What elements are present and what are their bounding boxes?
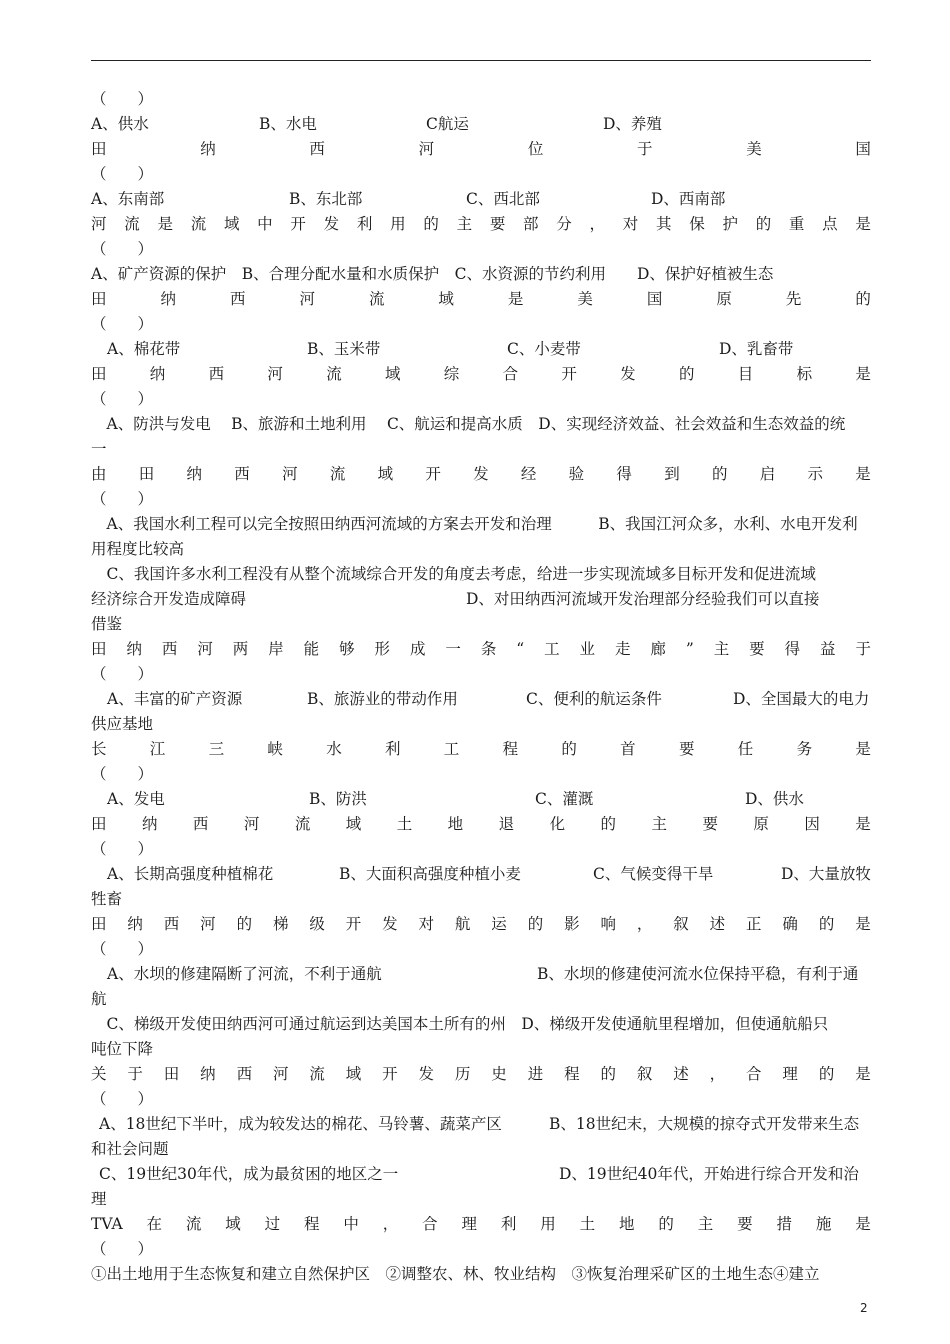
justified-char: 河 — [200, 915, 216, 933]
justified-char: 田 — [91, 140, 107, 158]
justified-char: 关 — [91, 1065, 107, 1083]
text-line: （ ） — [91, 1090, 154, 1108]
justified-char: 业 — [579, 640, 596, 658]
justified-char: 施 — [815, 1215, 832, 1233]
justified-char: 主 — [697, 1215, 714, 1233]
justified-char: 护 — [722, 215, 738, 233]
justified-char: 原 — [753, 815, 769, 833]
justified-char: 叙 — [636, 1065, 653, 1083]
justified-char: 田 — [91, 290, 107, 308]
option-text: A、东南部 — [91, 190, 165, 208]
text-line — [91, 688, 871, 710]
justified-char: 西 — [236, 1065, 253, 1083]
justified-char: 水 — [326, 740, 342, 758]
justified-char: 发 — [620, 365, 636, 383]
justified-char: ， — [382, 1215, 399, 1233]
justified-char: 于 — [855, 640, 871, 658]
justified-char: 两 — [232, 640, 249, 658]
justified-char: 对 — [418, 915, 435, 933]
justified-char: 运 — [491, 915, 507, 933]
justified-char: 主 — [651, 815, 667, 833]
justified-char: 是 — [157, 215, 173, 233]
justified-char: 纳 — [126, 640, 142, 658]
justified-char: ， — [636, 915, 653, 933]
justified-char: 纳 — [127, 915, 143, 933]
justified-char: 西 — [208, 365, 225, 383]
justified-char: 级 — [309, 915, 325, 933]
justified-char: 标 — [796, 365, 813, 383]
justified-char: 西 — [192, 815, 209, 833]
justified-char: 进 — [527, 1065, 544, 1083]
option-text: C、19世纪30年代，成为最贫困的地区之一 — [99, 1165, 399, 1183]
text-line: 吨位下降 — [91, 1040, 154, 1058]
text-line — [91, 588, 871, 610]
justified-char: 域 — [377, 465, 394, 483]
justified-char: 形 — [374, 640, 391, 658]
option-text: B、防洪 — [309, 790, 367, 808]
option-text: D、乳畜带 — [719, 340, 794, 358]
justified-char: 响 — [600, 915, 616, 933]
option-text: A、长期高强度种植棉花 — [107, 865, 274, 883]
justified-char: 梯 — [272, 915, 289, 933]
justified-char: 的 — [600, 1065, 616, 1083]
justified-char: 河 — [197, 640, 213, 658]
option-text: C航运 — [426, 115, 469, 133]
text-line — [91, 363, 871, 385]
text-line — [91, 1113, 871, 1135]
option-text: C、便利的航运条件 — [526, 690, 662, 708]
text-line: C、梯级开发使田纳西河可通过航运到达美国本土所有的州 D、梯级开发使通航里程增加，但使通航船只 — [91, 1015, 829, 1033]
justified-char: 任 — [737, 740, 754, 758]
option-text: 经济综合开发造成障碍 — [91, 590, 247, 608]
justified-char: 田 — [91, 915, 107, 933]
justified-char: 的 — [711, 465, 728, 483]
justified-char: 流 — [309, 1065, 325, 1083]
justified-char: 是 — [855, 740, 871, 758]
justified-char: 程 — [304, 1215, 320, 1233]
justified-char: 化 — [549, 815, 566, 833]
justified-char: 开 — [561, 365, 577, 383]
justified-char: 用 — [390, 215, 406, 233]
text-line: （ ） — [91, 315, 154, 333]
option-text: D、全国最大的电力 — [733, 690, 870, 708]
justified-char: 其 — [655, 215, 672, 233]
text-line: A、防洪与发电 B、旅游和土地利用 C、航运和提高水质 D、实现经济效益、社会效益和生态效益的统 — [91, 415, 846, 433]
justified-char: 走 — [614, 640, 631, 658]
justified-char: 合 — [502, 365, 519, 383]
justified-char: 地 — [619, 1215, 635, 1233]
justified-char: 西 — [163, 915, 180, 933]
justified-char: 的 — [818, 915, 835, 933]
justified-char: 的 — [236, 915, 253, 933]
justified-char: 是 — [855, 1215, 871, 1233]
justified-char: 发 — [323, 215, 340, 233]
justified-char: 田 — [91, 365, 107, 383]
option-text: A、水坝的修建隔断了河流，不利于通航 — [107, 965, 382, 983]
text-line: （ ） — [91, 765, 154, 783]
text-line — [91, 1063, 871, 1085]
justified-char: 流 — [326, 365, 342, 383]
option-text: C、气候变得干旱 — [593, 865, 714, 883]
text-line: 一 — [91, 440, 107, 458]
justified-char: 影 — [564, 915, 580, 933]
justified-char: ” — [685, 640, 694, 658]
justified-char: 中 — [343, 1215, 359, 1233]
justified-char: 美 — [746, 140, 762, 158]
justified-char: 得 — [784, 640, 801, 658]
justified-char: 河 — [243, 815, 260, 833]
justified-char: 要 — [749, 640, 765, 658]
justified-char: 河 — [267, 365, 283, 383]
justified-char: 纳 — [200, 140, 216, 158]
justified-char: 三 — [208, 740, 225, 758]
justified-char: 地 — [447, 815, 464, 833]
justified-char: 河 — [418, 140, 435, 158]
justified-char: 部 — [523, 215, 539, 233]
justified-char: 程 — [502, 740, 519, 758]
justified-char: 成 — [409, 640, 426, 658]
justified-char: 一 — [445, 640, 461, 658]
justified-char: 先 — [785, 290, 802, 308]
justified-char: 得 — [616, 465, 632, 483]
justified-char: 重 — [788, 215, 805, 233]
option-text: B、大面积高强度种植小麦 — [339, 865, 521, 883]
text-line: 借鉴 — [91, 615, 123, 633]
justified-char: 发 — [382, 915, 398, 933]
justified-char: 发 — [473, 465, 489, 483]
justified-char: 工 — [443, 740, 460, 758]
text-line: 理 — [91, 1190, 107, 1208]
text-line — [91, 788, 871, 810]
justified-char: 首 — [620, 740, 636, 758]
justified-char: 利 — [500, 1215, 517, 1233]
justified-char: 长 — [91, 740, 107, 758]
justified-char: 工 — [544, 640, 560, 658]
text-line — [91, 338, 871, 360]
justified-char: 是 — [855, 1065, 871, 1083]
justified-char: ， — [709, 1065, 726, 1083]
justified-char: 流 — [190, 215, 207, 233]
justified-char: 验 — [568, 465, 585, 483]
text-line: （ ） — [91, 240, 154, 258]
justified-char: 综 — [443, 365, 460, 383]
justified-char: 田 — [163, 1065, 180, 1083]
justified-char: 利 — [356, 215, 373, 233]
justified-char: 确 — [782, 915, 798, 933]
justified-char: 的 — [600, 815, 617, 833]
option-text: A、供水 — [91, 115, 149, 133]
justified-char: 的 — [423, 215, 439, 233]
text-line — [91, 138, 871, 160]
justified-char: 河 — [299, 290, 315, 308]
justified-char: 田 — [91, 640, 107, 658]
justified-char: TVA — [91, 1215, 123, 1233]
justified-char: 分 — [556, 215, 572, 233]
justified-char: 务 — [796, 740, 813, 758]
justified-char: 启 — [759, 465, 776, 483]
justified-char: 流 — [124, 215, 140, 233]
justified-char: 国 — [646, 290, 663, 308]
justified-char: 要 — [702, 815, 718, 833]
text-line — [91, 963, 871, 985]
text-line: 牲畜 — [91, 890, 123, 908]
text-line — [91, 113, 871, 135]
justified-char: 过 — [264, 1215, 281, 1233]
justified-char: 因 — [804, 815, 820, 833]
justified-char: 流 — [368, 290, 385, 308]
justified-char: 航 — [454, 915, 471, 933]
text-line: A、矿产资源的保护 B、合理分配水量和水质保护 C、水资源的节约利用 D、保护好植被生态 — [91, 265, 774, 283]
option-text: B、东北部 — [289, 190, 363, 208]
justified-char: 对 — [622, 215, 639, 233]
option-text: B、玉米带 — [307, 340, 381, 358]
justified-char: 位 — [527, 140, 544, 158]
justified-char: 保 — [689, 215, 705, 233]
justified-char: 廊 — [650, 640, 666, 658]
justified-char: 是 — [855, 815, 871, 833]
justified-char: 土 — [579, 1215, 596, 1233]
text-line: 和社会问题 — [91, 1140, 169, 1158]
justified-char: 于 — [127, 1065, 143, 1083]
justified-char: 要 — [737, 1215, 753, 1233]
text-line: （ ） — [91, 1240, 154, 1258]
justified-char: 河 — [272, 1065, 289, 1083]
justified-char: 能 — [303, 640, 320, 658]
text-line: （ ） — [91, 165, 154, 183]
justified-char: 域 — [223, 215, 240, 233]
justified-char: 域 — [345, 815, 362, 833]
text-line: （ ） — [91, 940, 154, 958]
text-line: A、我国水利工程可以完全按照田纳西河流域的方案去开发和治理 B、我国江河众多，水利、水电开发利 — [91, 515, 858, 533]
justified-char: 土 — [396, 815, 413, 833]
justified-char: 域 — [438, 290, 454, 308]
justified-char: 的 — [818, 1065, 835, 1083]
justified-char: 纳 — [186, 465, 203, 483]
option-text: A、18世纪下半叶，成为较发达的棉花、马铃薯、蔬菜产区 — [99, 1115, 502, 1133]
justified-char: 用 — [540, 1215, 556, 1233]
option-text: B、水坝的修建使河流水位保持平稳，有利于通 — [537, 965, 859, 983]
option-text: D、养殖 — [603, 115, 662, 133]
option-text: D、西南部 — [651, 190, 726, 208]
justified-char: 田 — [138, 465, 155, 483]
justified-char: 程 — [564, 1065, 580, 1083]
justified-char: 述 — [673, 1065, 689, 1083]
justified-char: 史 — [491, 1065, 507, 1083]
justified-char: 发 — [418, 1065, 435, 1083]
header-rule — [91, 60, 871, 61]
justified-char: 退 — [498, 815, 515, 833]
justified-char: 的 — [755, 215, 772, 233]
justified-char: 示 — [807, 465, 823, 483]
text-line: （ ） — [91, 840, 154, 858]
justified-char: 纳 — [200, 1065, 216, 1083]
justified-char: 开 — [290, 215, 306, 233]
justified-char: 主 — [713, 640, 730, 658]
option-text: C、西北部 — [466, 190, 540, 208]
justified-char: 在 — [146, 1215, 163, 1233]
justified-char: 岸 — [268, 640, 284, 658]
justified-char: 流 — [329, 465, 346, 483]
option-text: D、供水 — [745, 790, 804, 808]
justified-char: 江 — [149, 740, 166, 758]
justified-char: 域 — [345, 1065, 362, 1083]
justified-char: 于 — [637, 140, 653, 158]
justified-char: 开 — [382, 1065, 398, 1083]
justified-char: 开 — [345, 915, 362, 933]
justified-char: 峡 — [267, 740, 283, 758]
justified-char: 理 — [461, 1215, 478, 1233]
justified-char: 要 — [678, 740, 695, 758]
option-text: A、棉花带 — [107, 340, 181, 358]
option-text: B、水电 — [259, 115, 317, 133]
justified-char: 历 — [454, 1065, 471, 1083]
text-line: （ ） — [91, 90, 154, 108]
option-text: D、对田纳西河流域开发治理部分经验我们可以直接 — [466, 590, 820, 608]
justified-char: 的 — [527, 915, 544, 933]
justified-char: 西 — [229, 290, 246, 308]
justified-char: 西 — [161, 640, 178, 658]
text-line — [91, 738, 871, 760]
justified-char: 域 — [225, 1215, 241, 1233]
option-text: B、旅游业的带动作用 — [307, 690, 458, 708]
text-line — [91, 813, 871, 835]
option-text: C、灌溉 — [535, 790, 594, 808]
justified-char: 是 — [507, 290, 524, 308]
justified-char: 河 — [282, 465, 298, 483]
justified-char: 主 — [456, 215, 473, 233]
justified-char: 原 — [716, 290, 732, 308]
justified-char: 够 — [339, 640, 355, 658]
text-line: 航 — [91, 990, 107, 1008]
justified-char: 西 — [234, 465, 250, 483]
justified-char: 要 — [489, 215, 506, 233]
justified-char: 纳 — [160, 290, 176, 308]
justified-char: 中 — [257, 215, 273, 233]
justified-char: 理 — [782, 1065, 798, 1083]
text-line — [91, 213, 871, 235]
text-line: （ ） — [91, 665, 154, 683]
justified-char: 是 — [855, 465, 871, 483]
option-text: D、19世纪40年代，开始进行综合开发和治 — [559, 1165, 859, 1183]
justified-char: 条 — [480, 640, 497, 658]
justified-char: 田 — [91, 815, 107, 833]
justified-char: 合 — [746, 1065, 762, 1083]
justified-char: 叙 — [673, 915, 689, 933]
justified-char: 合 — [422, 1215, 438, 1233]
justified-char: 纳 — [149, 365, 166, 383]
text-line: （ ） — [91, 490, 154, 508]
justified-char: 正 — [746, 915, 762, 933]
text-line: 供应基地 — [91, 715, 154, 733]
text-line — [91, 188, 871, 210]
justified-char: 域 — [384, 365, 401, 383]
text-line — [91, 863, 871, 885]
text-line — [91, 463, 871, 485]
justified-char: 是 — [855, 365, 871, 383]
text-line — [91, 913, 871, 935]
justified-char: “ — [516, 640, 525, 658]
option-text: A、丰富的矿产资源 — [107, 690, 243, 708]
justified-char: 是 — [855, 215, 871, 233]
option-text: A、发电 — [107, 790, 165, 808]
text-line: C、我国许多水利工程没有从整个流域综合开发的角度去考虑，给进一步实现流域多目标开发和促进流域 — [91, 565, 816, 583]
justified-char: 河 — [91, 215, 107, 233]
justified-char: 目 — [737, 365, 754, 383]
justified-char: 开 — [425, 465, 441, 483]
justified-char: 措 — [776, 1215, 793, 1233]
text-line: （ ） — [91, 390, 154, 408]
text-line: ①出土地用于生态恢复和建立自然保护区 ②调整农、林、牧业结构 ③恢复治理采矿区的土地生态④建立 — [91, 1265, 820, 1283]
text-line — [91, 1213, 871, 1235]
justified-char: 的 — [561, 740, 577, 758]
justified-char: 述 — [709, 915, 726, 933]
justified-char: 的 — [678, 365, 695, 383]
justified-char: 点 — [822, 215, 838, 233]
text-line — [91, 1163, 871, 1185]
justified-char: ， — [589, 215, 606, 233]
option-text: B、18世纪末，大规模的掠夺式开发带来生态 — [549, 1115, 860, 1133]
justified-char: 流 — [294, 815, 311, 833]
justified-char: 国 — [855, 140, 871, 158]
text-line — [91, 638, 871, 660]
justified-char: 利 — [384, 740, 401, 758]
justified-char: 经 — [520, 465, 537, 483]
text-line — [91, 288, 871, 310]
text-line: 用程度比较高 — [91, 540, 185, 558]
option-text: C、小麦带 — [507, 340, 581, 358]
justified-char: 流 — [185, 1215, 202, 1233]
option-text: D、大量放牧 — [781, 865, 871, 883]
justified-char: 西 — [309, 140, 325, 158]
justified-char: 美 — [577, 290, 593, 308]
justified-char: 由 — [91, 465, 107, 483]
justified-char: 的 — [855, 290, 871, 308]
page-number: 2 — [860, 1301, 868, 1315]
justified-char: 的 — [658, 1215, 674, 1233]
justified-char: 是 — [855, 915, 871, 933]
justified-char: 纳 — [141, 815, 158, 833]
justified-char: 益 — [820, 640, 836, 658]
justified-char: 到 — [664, 465, 680, 483]
